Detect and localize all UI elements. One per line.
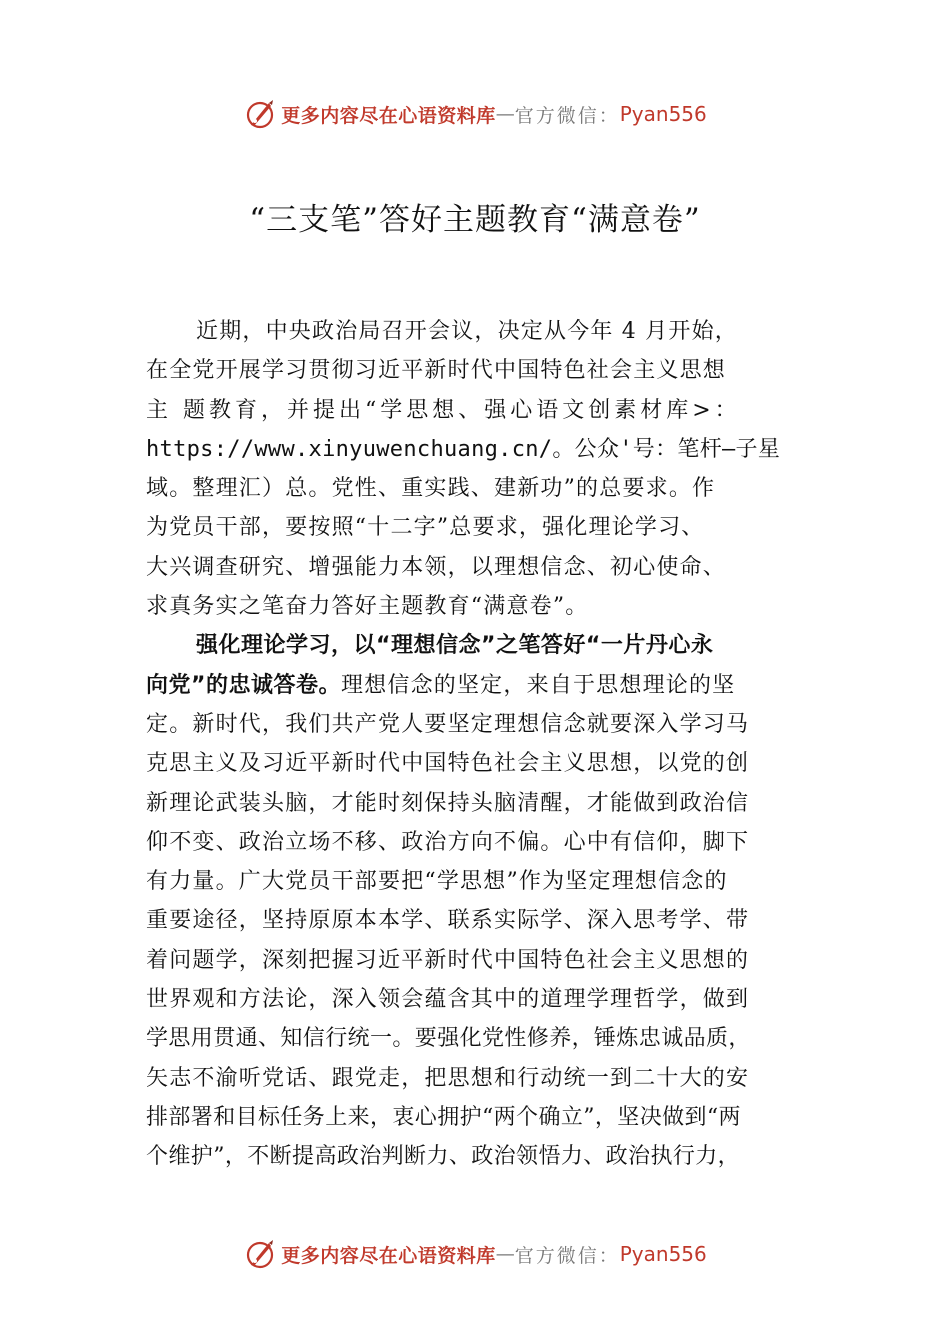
- line-text: 理想信念的坚定，来自于思想理论的坚: [340, 672, 736, 698]
- document-body: [146, 312, 806, 1177]
- url-line-text: https://www.xinyuwenchuang.cn/。公众'号：笔杆—子星: [146, 436, 781, 462]
- line-text: 主 题教育，并提出“学思想、强心语文创素材库>：: [146, 397, 741, 423]
- paragraph-line: [146, 1019, 806, 1058]
- paragraph-line: [146, 587, 806, 626]
- quill-pen-logo-icon: [243, 1237, 277, 1271]
- line-text: 排部署和目标任务上来，衷心拥护“两个确立”，坚决做到“两: [146, 1104, 741, 1130]
- paragraph-line: [146, 784, 806, 823]
- line-text: 大兴调查研究、增强能力本领，以理想信念、初心使命、: [146, 554, 727, 580]
- banner-text: 更多内容尽在心语资料库: [281, 104, 496, 127]
- header-banner: [0, 94, 950, 134]
- wechat-id: Pyan556: [619, 1242, 707, 1266]
- wechat-label: 官方微信：: [514, 104, 620, 127]
- paragraph-line: [146, 548, 806, 587]
- banner-separator: —: [495, 1243, 515, 1265]
- paragraph-line: [146, 391, 806, 430]
- line-text: 在全党开展学习贯彻习近平新时代中国特色社会主义思想: [146, 358, 727, 384]
- paragraph-line: [146, 351, 806, 390]
- paragraph-line: [146, 941, 806, 980]
- line-text: 求真务实之笔奋力答好主题教育“满意卷”。: [146, 594, 589, 620]
- line-text: 域。整理汇）总。党性、重实践、建新功”的总要求。作: [146, 476, 716, 502]
- document-title: “三支笔”答好主题教育“满意卷”: [249, 202, 701, 238]
- heading-text: 强化理论学习，以“理想信念”之笔答好“一片丹心永: [196, 633, 714, 659]
- line-text: 学思用贯通、知信行统一。要强化党性修养，锤炼忠诚品质，: [146, 1026, 751, 1052]
- line-text: 仰不变、政治立场不移、政治方向不偏。心中有信仰，脚下: [146, 829, 750, 855]
- paragraph-line: [146, 1137, 806, 1176]
- paragraph-line: [146, 705, 806, 744]
- quill-pen-logo-icon: [243, 97, 277, 131]
- paragraph-line: [146, 744, 806, 783]
- wechat-label: 官方微信：: [514, 1244, 620, 1267]
- line-text: 世界观和方法论，深入领会蕴含其中的道理学理哲学，做到: [146, 987, 750, 1013]
- paragraph-line: [146, 980, 806, 1019]
- paragraph-line: [146, 430, 806, 469]
- line-text: 近期，中央政治局召开会议，决定从今年 4 月开始，: [196, 319, 738, 344]
- paragraph-line: [146, 1059, 806, 1098]
- banner-text: 更多内容尽在心语资料库: [281, 1244, 496, 1267]
- paragraph-line: [146, 1098, 806, 1137]
- line-text: 矢志不渝听党话、跟党走，把思想和行动统一到二十大的安: [146, 1065, 750, 1091]
- line-text: 为党员干部，要按照“十二字”总要求，强化理论学习、: [146, 515, 705, 541]
- line-text: 新理论武装头脑，才能时刻保持头脑清醒，才能做到政治信: [146, 790, 750, 816]
- paragraph-line: [146, 901, 806, 940]
- line-text: 个维护”，不断提高政治判断力、政治领悟力、政治执行力，: [146, 1144, 741, 1170]
- wechat-id: Pyan556: [619, 102, 707, 126]
- paragraph-line: [146, 666, 806, 705]
- section-heading-line: [146, 626, 806, 665]
- paragraph-line: [146, 823, 806, 862]
- heading-text: 向党”的忠诚答卷。: [146, 672, 341, 698]
- line-text: 重要途径，坚持原原本本学、联系实际学、深入思考学、带: [146, 908, 750, 934]
- line-text: 定。新时代，我们共产党人要坚定理想信念就要深入学习马: [146, 711, 750, 737]
- line-text: 克思主义及习近平新时代中国特色社会主义思想，以党的创: [146, 751, 750, 777]
- paragraph-line: [146, 469, 806, 508]
- footer-banner: [0, 1234, 950, 1274]
- line-text: 有力量。广大党员干部要把“学思想”作为坚定理想信念的: [146, 869, 728, 895]
- line-text: 着问题学，深刻把握习近平新时代中国特色社会主义思想的: [146, 947, 750, 973]
- paragraph-line: [146, 508, 806, 547]
- paragraph-line: [146, 312, 806, 351]
- paragraph-line: [146, 862, 806, 901]
- banner-separator: —: [495, 103, 515, 125]
